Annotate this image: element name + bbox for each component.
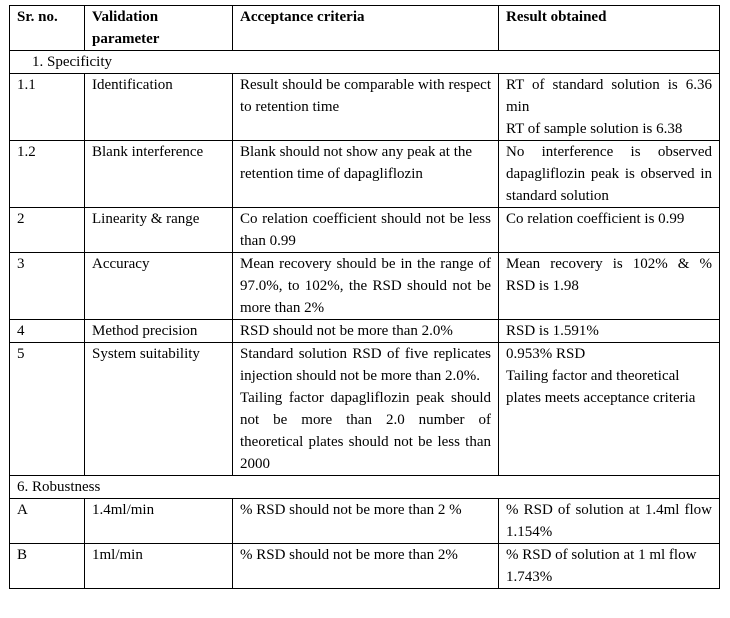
criteria-text: Co relation coefficient should not be less than 0.99: [240, 211, 491, 249]
header-validation-parameter-line2: parameter: [92, 31, 160, 47]
header-acceptance-criteria: Acceptance criteria: [233, 6, 499, 51]
section-title-specificity: 1. Specificity: [10, 51, 720, 74]
section-row-robustness: [10, 476, 720, 499]
header-validation-parameter-line1: Validation: [92, 9, 159, 25]
parameter-cell: Accuracy: [85, 253, 233, 320]
criteria-text: Tailing factor dapagliflozin peak should not be more than 2.0 number of theoretical plates should not be less than 2000: [240, 390, 491, 472]
parameter-cell: System suitability: [85, 343, 233, 476]
sr-no-cell: A: [10, 499, 85, 544]
table-row: [10, 208, 720, 253]
table-row: [10, 253, 720, 320]
result-text: % RSD of solution at 1 ml flow 1.743%: [506, 547, 697, 585]
table-row: [10, 141, 720, 208]
result-cell: [499, 253, 720, 320]
sr-no-cell: 5: [10, 343, 85, 476]
criteria-text: % RSD should not be more than 2 %: [240, 502, 462, 518]
criteria-text: RSD should not be more than 2.0%: [240, 323, 453, 339]
section-title-robustness: 6. Robustness: [10, 476, 720, 499]
result-cell: [499, 320, 720, 343]
header-row: [10, 6, 720, 51]
result-text: RT of standard solution is 6.36 min: [506, 77, 712, 115]
criteria-cell: [233, 74, 499, 141]
criteria-cell: [233, 320, 499, 343]
result-cell: [499, 208, 720, 253]
result-cell: [499, 343, 720, 476]
result-text: RT of sample solution is 6.38: [506, 121, 683, 137]
section-row-specificity: [10, 51, 720, 74]
result-text: Mean recovery is 102% & % RSD is 1.98: [506, 256, 712, 294]
table-row: [10, 320, 720, 343]
table-row: [10, 74, 720, 141]
table-row: [10, 343, 720, 476]
parameter-cell: Method precision: [85, 320, 233, 343]
sr-no-cell: B: [10, 544, 85, 589]
criteria-text: % RSD should not be more than 2%: [240, 547, 458, 563]
parameter-cell: 1.4ml/min: [85, 499, 233, 544]
criteria-cell: [233, 343, 499, 476]
result-cell: [499, 544, 720, 589]
sr-no-cell: 1.2: [10, 141, 85, 208]
result-cell: [499, 74, 720, 141]
criteria-cell: [233, 208, 499, 253]
criteria-text: Mean recovery should be in the range of 97.0%, to 102%, the RSD should not be more than 2%: [240, 256, 491, 316]
parameter-cell: 1ml/min: [85, 544, 233, 589]
criteria-text: Result should be comparable with respect to retention time: [240, 77, 491, 115]
criteria-cell: [233, 253, 499, 320]
result-cell: [499, 141, 720, 208]
header-validation-parameter: [85, 6, 233, 51]
result-text: No interference is observed dapagliflozin peak is observed in standard solution: [506, 144, 712, 204]
table-row: [10, 499, 720, 544]
result-text: % RSD of solution at 1.4ml flow 1.154%: [506, 502, 712, 540]
table-row: [10, 544, 720, 589]
header-result-obtained: Result obtained: [499, 6, 720, 51]
criteria-cell: [233, 499, 499, 544]
parameter-cell: Linearity & range: [85, 208, 233, 253]
sr-no-cell: 1.1: [10, 74, 85, 141]
result-text: RSD is 1.591%: [506, 323, 599, 339]
result-text: 0.953% RSD: [506, 346, 586, 362]
criteria-text: Blank should not show any peak at the retention time of dapagliflozin: [240, 144, 473, 182]
sr-no-cell: 4: [10, 320, 85, 343]
result-cell: [499, 499, 720, 544]
criteria-text: Standard solution RSD of five replicates injection should not be more than 2.0%.: [240, 346, 491, 384]
header-sr-no: Sr. no.: [10, 6, 85, 51]
criteria-cell: [233, 141, 499, 208]
sr-no-cell: 3: [10, 253, 85, 320]
result-text: Tailing factor and theoretical plates meets acceptance criteria: [506, 368, 696, 406]
validation-table: [9, 5, 720, 589]
parameter-cell: Identification: [85, 74, 233, 141]
validation-table-container: [9, 5, 720, 589]
sr-no-cell: 2: [10, 208, 85, 253]
parameter-cell: Blank interference: [85, 141, 233, 208]
criteria-cell: [233, 544, 499, 589]
result-text: Co relation coefficient is 0.99: [506, 211, 685, 227]
